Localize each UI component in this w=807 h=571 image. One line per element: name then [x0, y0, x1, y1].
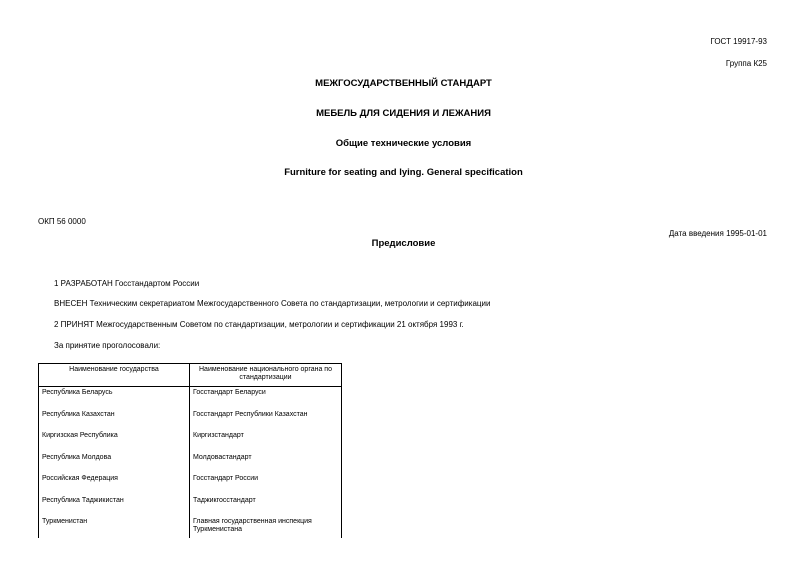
- preface-paragraph-introduced: ВНЕСЕН Техническим секретариатом Межгосударственного Совета по стандартизации, метрологии и сертификации: [54, 299, 491, 308]
- column-header-standards-body: Наименование национального органа по стандартизации: [190, 364, 342, 387]
- standards-body-cell: Госстандарт Республики Казахстан: [190, 409, 342, 431]
- table-header-row: [39, 364, 342, 387]
- state-cell: Республика Беларусь: [39, 387, 190, 409]
- preface-heading: Предисловие: [371, 238, 436, 249]
- standards-body-cell: Молдовастандарт: [190, 452, 342, 474]
- effective-date: Дата введения 1995-01-01: [668, 229, 767, 238]
- state-cell: Республика Молдова: [39, 452, 190, 474]
- preface-paragraph-voted: За принятие проголосовали:: [54, 341, 161, 350]
- table-row: [39, 452, 342, 474]
- state-cell: Республика Таджикистан: [39, 495, 190, 517]
- standards-body-cell: Таджикгосстандарт: [190, 495, 342, 517]
- preface-paragraph-adopted: 2 ПРИНЯТ Межгосударственным Советом по стандартизации, метрологии и сертификации 21 октября 1993 г.: [54, 320, 464, 329]
- standards-body-cell: Киргизстандарт: [190, 430, 342, 452]
- state-cell: Российская Федерация: [39, 473, 190, 495]
- table-row: [39, 473, 342, 495]
- table-row: [39, 430, 342, 452]
- standards-body-cell: Госстандарт Беларуси: [190, 387, 342, 409]
- table-row: [39, 409, 342, 431]
- document-subtitle: Общие технические условия: [335, 138, 472, 149]
- document-title: МЕБЕЛЬ ДЛЯ СИДЕНИЯ И ЛЕЖАНИЯ: [316, 108, 491, 119]
- table-row: [39, 516, 342, 538]
- document-title-english: Furniture for seating and lying. General specification: [284, 167, 523, 178]
- state-cell: Республика Казахстан: [39, 409, 190, 431]
- standards-body-cell: Главная государственная инспекция Туркменистана: [190, 516, 342, 538]
- column-header-state: Наименование государства: [39, 364, 190, 387]
- standards-body-cell: Госстандарт России: [190, 473, 342, 495]
- classification-group: Группа К25: [725, 59, 767, 68]
- voting-states-table: [38, 363, 342, 538]
- standard-type-heading: МЕЖГОСУДАРСТВЕННЫЙ СТАНДАРТ: [315, 78, 492, 89]
- table-row: [39, 495, 342, 517]
- okp-code: ОКП 56 0000: [38, 217, 86, 226]
- table-row: [39, 387, 342, 409]
- state-cell: Киргизская Республика: [39, 430, 190, 452]
- preface-paragraph-developed: 1 РАЗРАБОТАН Госстандартом России: [54, 279, 200, 288]
- document-code: ГОСТ 19917-93: [710, 37, 767, 46]
- state-cell: Туркменистан: [39, 516, 190, 538]
